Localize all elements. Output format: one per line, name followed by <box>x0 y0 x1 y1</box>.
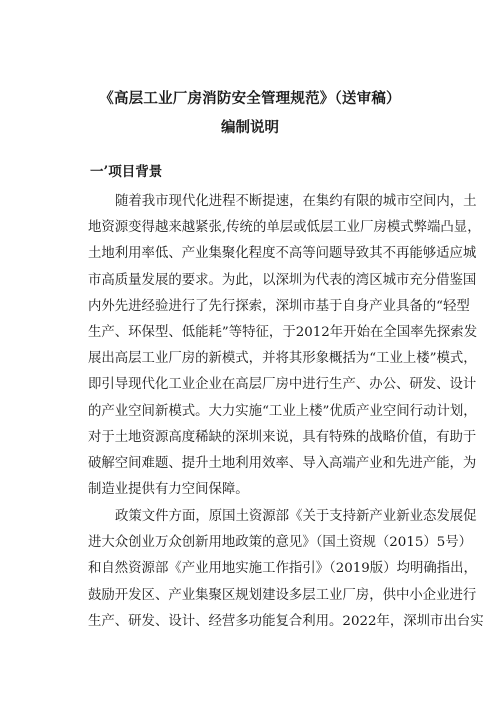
paragraph-policy-documents <box>88 504 484 635</box>
paragraph-line: 对于土地资源高度稀缺的深圳来说，具有特殊的战略价值，有助于 <box>88 429 477 445</box>
paragraph-line: 展出高层工业厂房的新模式，并将其形象概括为“工业上楼”模式， <box>88 351 477 367</box>
paragraph-line: 土地利用率低、产业集聚化程度不高等问题导致其不再能够适应城 <box>88 246 477 262</box>
paragraph-line: 生产、研发、设计、经营多功能复合利用。2022年，深圳市出台实 <box>88 613 484 629</box>
paragraph-line: 即引导现代化工业企业在高层厂房中进行生产、办公、研发、设计 <box>88 377 477 393</box>
paragraph-line: 破解空间难题、提升土地利用效率、导入高端产业和先进产能，为 <box>88 455 477 471</box>
document-subtitle: 编制说明 <box>221 119 279 136</box>
paragraph-line: 市高质量发展的要求。为此，以深圳为代表的湾区城市充分借鉴国 <box>88 272 477 288</box>
paragraph-line: 和自然资源部《产业用地实施工作指引》（2019版）均明确指出， <box>88 561 477 577</box>
section-heading: 一’项目背景 <box>90 164 163 180</box>
paragraph-project-background <box>88 189 481 503</box>
paragraph-line: 制造业提供有力空间保障。 <box>88 482 249 498</box>
paragraph-line: 地资源变得越来越紧张,传统的单层或低层工业厂房模式弊端凸显， <box>88 220 481 236</box>
paragraph-line: 进大众创业万众创新用地政策的意见》（国土资规（2015）5号） <box>88 535 473 551</box>
paragraph-line: 内外先进经验进行了先行探索，深圳市基于自身产业具备的“轻型 <box>88 298 470 314</box>
paragraph-line: 鼓励开发区、产业集聚区规划建设多层工业厂房，供中小企业进行 <box>88 587 477 603</box>
paragraph-line: 随着我市现代化进程不断提速，在集约有限的城市空间内，土 <box>115 194 477 209</box>
paragraph-line: 生产、环保型、低能耗”等特征，于2012年开始在全国率先探索发 <box>88 324 478 340</box>
document-title: 《高层工业厂房消防安全管理规范》（送审稿） <box>99 90 401 107</box>
paragraph-line: 政策文件方面，原国土资源部《关于支持新产业新业态发展促 <box>115 509 477 524</box>
paragraph-line: 的产业空间新模式。大力实施“工业上楼”优质产业空间行动计划， <box>88 403 477 419</box>
